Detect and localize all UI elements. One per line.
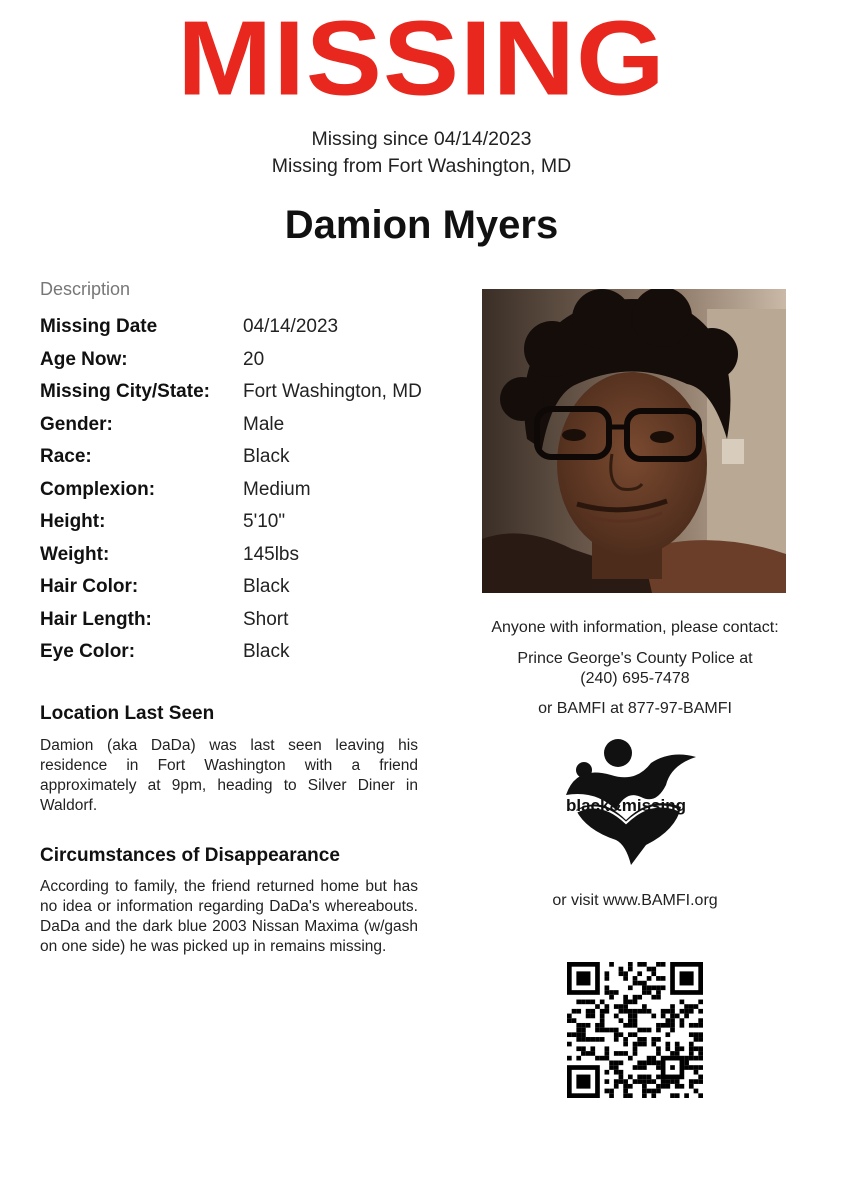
fact-label: Eye Color: — [40, 641, 136, 662]
missing-since-text: Missing since 04/14/2023 — [311, 128, 532, 150]
fact-value: 5'10" — [243, 511, 286, 532]
fact-label: Race: — [40, 446, 92, 467]
fact-row-age — [40, 349, 470, 375]
fact-row-weight — [40, 544, 470, 570]
fact-value: Fort Washington, MD — [243, 381, 422, 402]
fact-row-race — [40, 446, 470, 472]
fact-label: Hair Length: — [40, 608, 152, 630]
website-text: or visit www.BAMFI.org — [552, 892, 718, 909]
black-and-missing-logo — [556, 735, 706, 870]
location-text: Damion (aka DaDa) was last seen leaving his residence in Fort Washington with a friend approximately at 9pm, heading to Silver Diner in Waldorf. — [40, 737, 418, 814]
location-title: Location Last Seen — [40, 703, 215, 724]
fact-label: Hair Color: — [40, 576, 139, 597]
fact-row-height — [40, 511, 470, 537]
bamfi-phone: or BAMFI at 877-97-BAMFI — [538, 700, 732, 717]
fact-row-hair-length — [40, 609, 470, 635]
portrait-image — [482, 289, 786, 593]
fact-row-eye-color — [40, 641, 470, 667]
fact-label: Height: — [40, 511, 106, 532]
fact-value: 20 — [243, 348, 265, 370]
fact-value: Male — [243, 413, 285, 435]
fact-value: 04/14/2023 — [243, 316, 339, 337]
fact-value: Medium — [243, 478, 311, 500]
fact-label: Complexion: — [40, 478, 156, 500]
fact-row-gender — [40, 414, 470, 440]
person-name: Damion Myers — [284, 203, 559, 247]
fact-row-city-state — [40, 381, 470, 407]
fact-label: Gender: — [40, 413, 113, 435]
police-phone: (240) 695-7478 — [580, 670, 690, 687]
fact-value: Short — [243, 608, 289, 630]
police-name: Prince George's County Police at — [517, 650, 753, 667]
qr-code — [567, 962, 703, 1098]
missing-from-text: Missing from Fort Washington, MD — [271, 155, 572, 177]
fact-value: Black — [243, 446, 290, 467]
logo-graphic — [556, 735, 706, 870]
contact-intro: Anyone with information, please contact: — [491, 619, 779, 636]
fact-value: Black — [243, 576, 290, 597]
fact-label: Missing City/State: — [40, 381, 210, 402]
fact-label: Missing Date — [40, 316, 158, 337]
qr-code-image — [567, 962, 703, 1098]
fact-value: 145lbs — [243, 543, 299, 565]
fact-label: Age Now: — [40, 348, 128, 370]
circumstances-text: According to family, the friend returned home but has no idea or information regarding DaDa's whereabouts. DaDa and the dark blue 2003 Nissan Maxima (w/gash on one side) he was picked up in remains missing. — [40, 878, 418, 955]
fact-row-complexion — [40, 479, 470, 505]
description-label: Description — [40, 279, 131, 299]
fact-value: Black — [243, 641, 290, 662]
person-photo — [482, 289, 786, 593]
fact-row-hair-color — [40, 576, 470, 602]
logo-text: black&missing — [566, 796, 686, 815]
missing-headline: MISSING — [177, 0, 666, 118]
circumstances-title: Circumstances of Disappearance — [40, 845, 340, 866]
fact-row-missing-date — [40, 316, 470, 342]
fact-label: Weight: — [40, 543, 110, 565]
